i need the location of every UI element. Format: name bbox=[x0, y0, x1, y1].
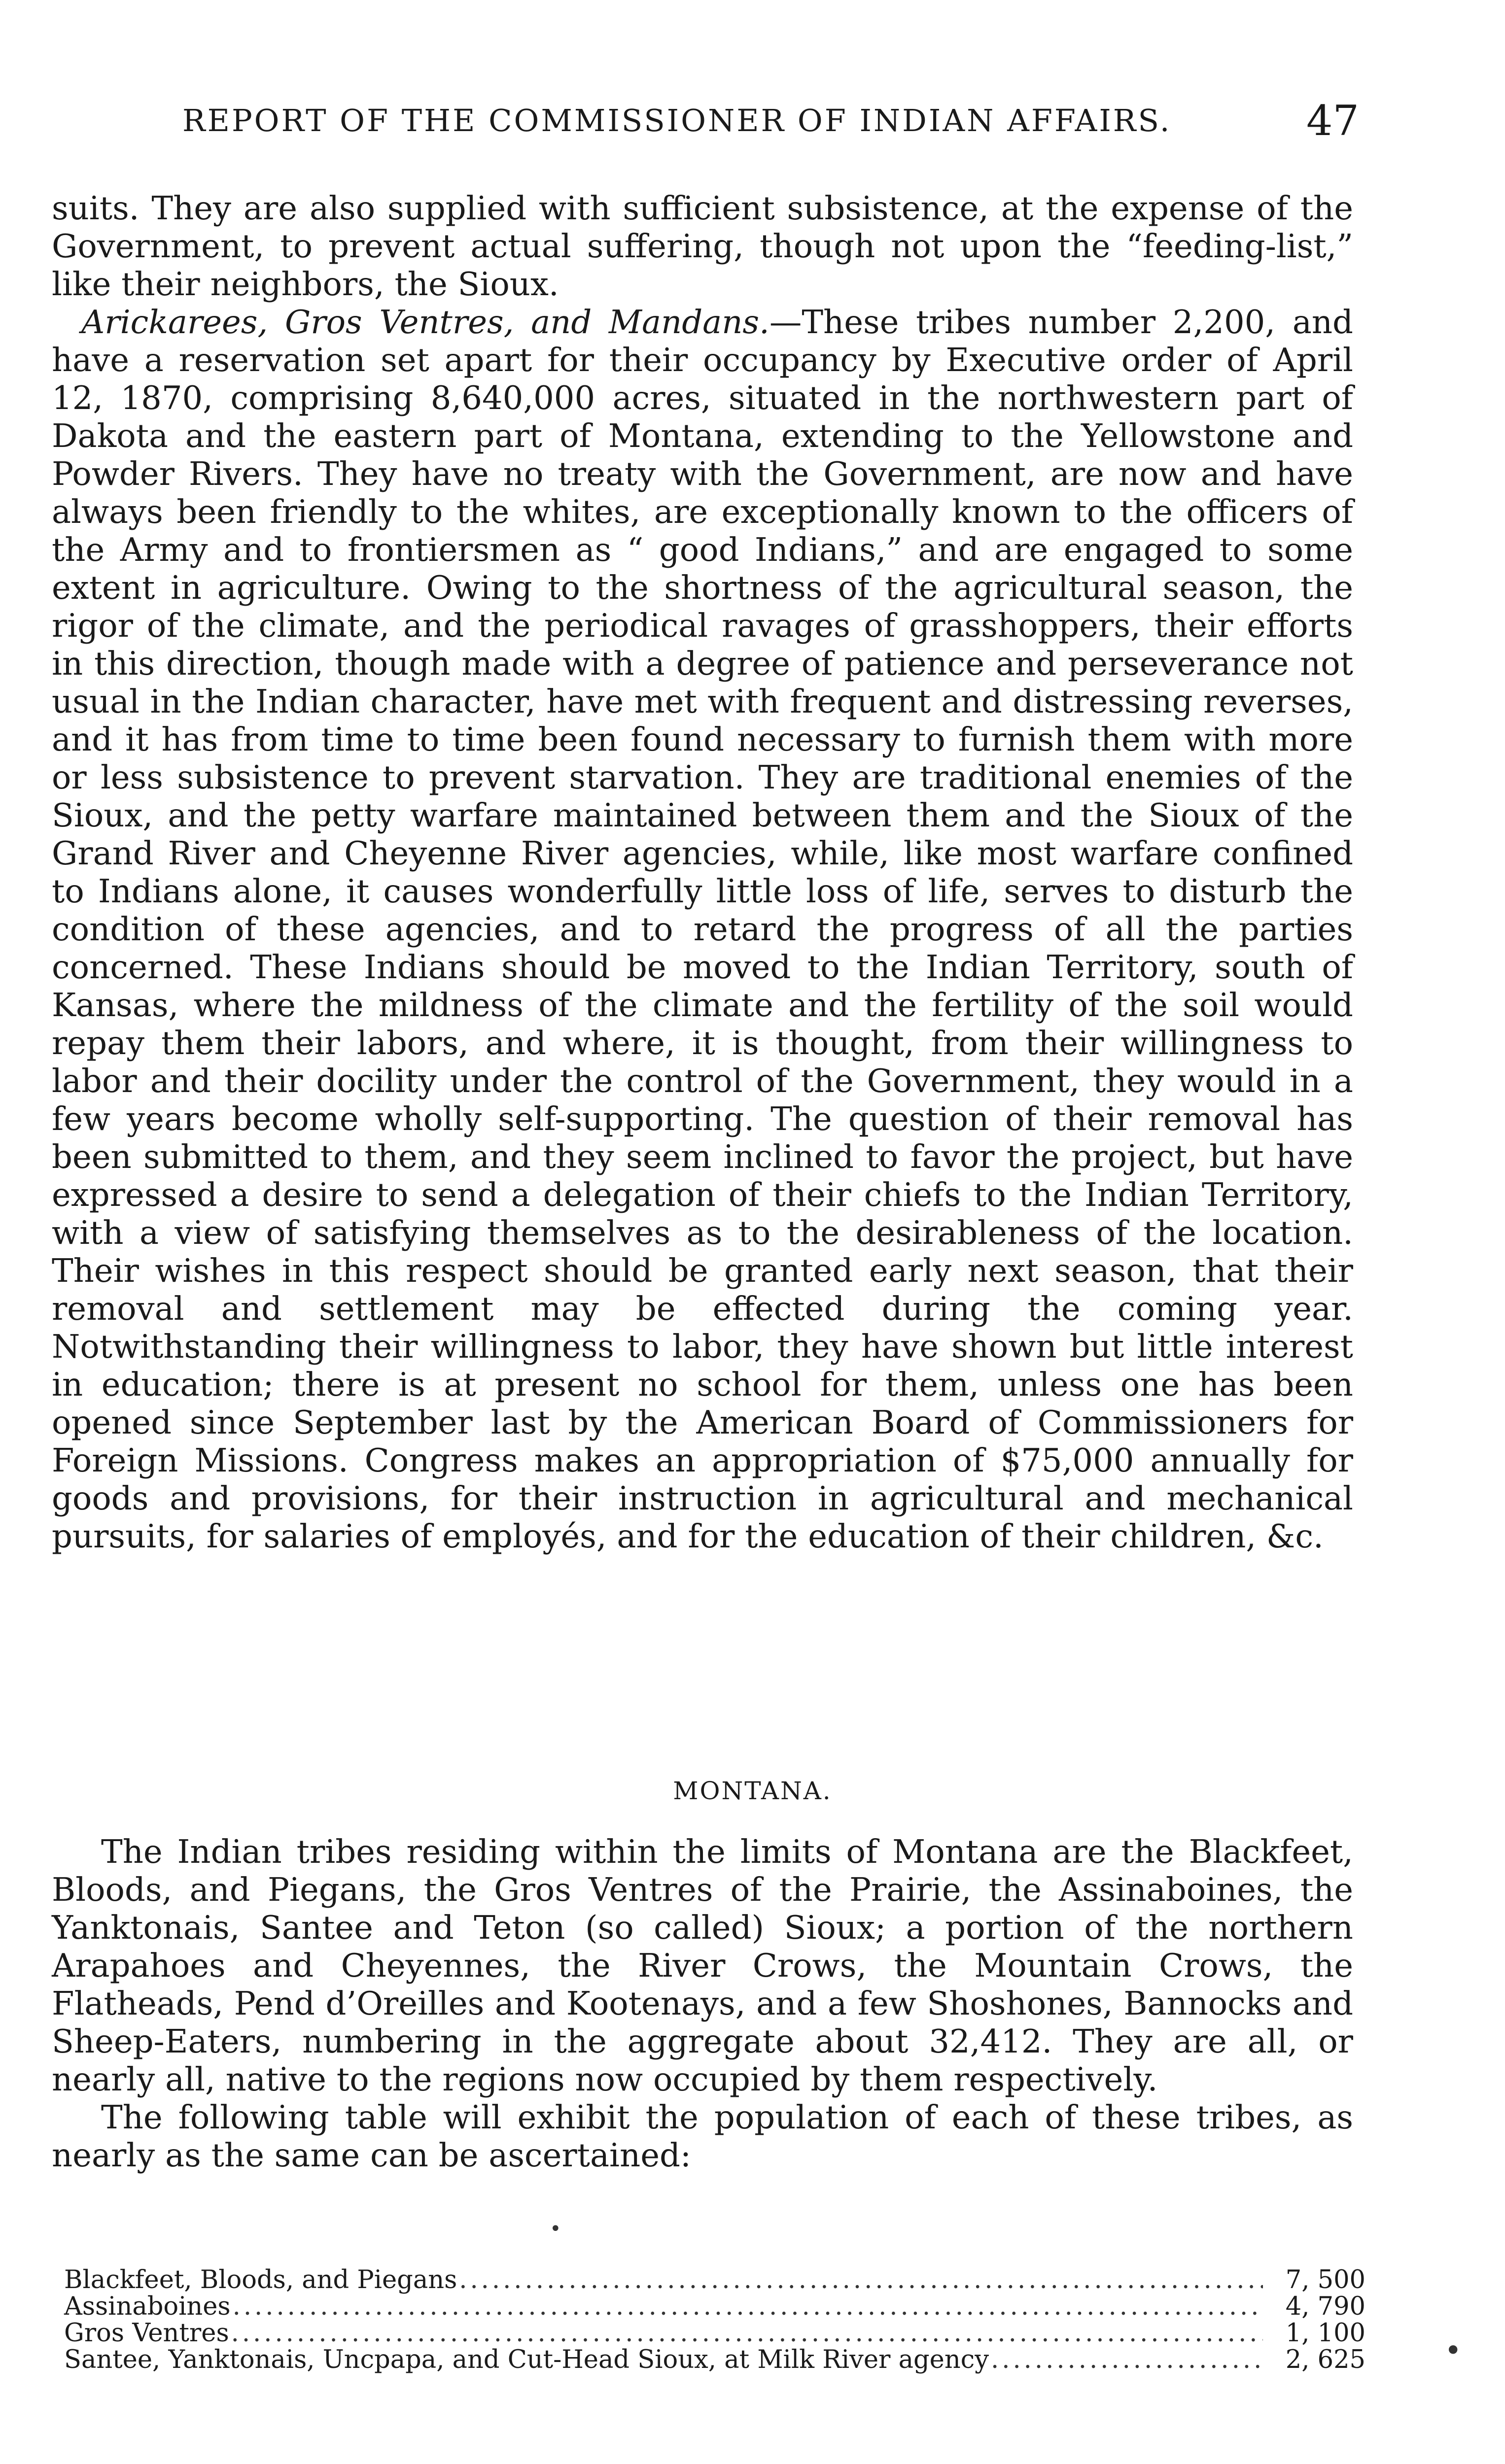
running-header: REPORT OF THE COMMISSIONER OF INDIAN AFFAIRS. bbox=[182, 103, 1172, 138]
page-number: 47 bbox=[1306, 97, 1359, 145]
table-row bbox=[64, 2293, 1365, 2320]
tribe-count: 1, 100 bbox=[1285, 2319, 1365, 2348]
tribe-name: Blackfeet, Bloods, and Piegans bbox=[64, 2265, 457, 2294]
scan-speck-mark: • bbox=[550, 2218, 561, 2240]
montana-paragraph-2: The following table will exhibit the population of each of these tribes, as nearly as the same can be ascertained: bbox=[52, 2099, 1353, 2174]
population-table bbox=[64, 2267, 1365, 2373]
paragraph-2 bbox=[52, 304, 1353, 1556]
montana-section-text bbox=[52, 1833, 1353, 2175]
tribe-name: Santee, Yanktonais, Uncpapa, and Cut-Head Sioux, at Milk River agency bbox=[64, 2345, 989, 2374]
paragraph-2-italic-lead: Arickarees, Gros Ventres, and Mandans. bbox=[81, 304, 770, 341]
tribe-count: 7, 500 bbox=[1285, 2265, 1365, 2294]
table-row bbox=[64, 2347, 1365, 2373]
scan-speck-mark: • bbox=[1444, 2333, 1462, 2368]
montana-paragraph-1: The Indian tribes residing within the limits of Montana are the Blackfeet, Bloods, and Piegans, the Gros Ventres of the Prairie, the Assinaboines, the Yanktonais, Santee and Teton (so called) Sioux; a portion of the northern Arapahoes and Cheyennes, the River Crows, the Mountain Crows, the Flatheads, Pend d’Oreilles and Kootenays, and a few Shoshones, Bannocks and Sheep-Eaters, numbering in the aggregate about 32,412. They are all, or nearly all, native to the regions now occupied by them respectively. bbox=[52, 1833, 1353, 2098]
paragraph-1: suits. They are also supplied with sufficient subsistence, at the expense of the Government, to prevent actual suffering, though not upon the “feeding-list,” like their neighbors, the Sioux. bbox=[52, 190, 1353, 303]
tribe-name: Gros Ventres bbox=[64, 2319, 229, 2348]
leader-dots bbox=[233, 2293, 1263, 2320]
table-row bbox=[64, 2320, 1365, 2347]
tribe-name: Assinaboines bbox=[64, 2292, 231, 2321]
leader-dots bbox=[459, 2267, 1263, 2293]
section-heading-montana: MONTANA. bbox=[673, 1777, 832, 1805]
leader-dots bbox=[231, 2320, 1263, 2347]
leader-dots bbox=[991, 2347, 1263, 2373]
tribe-count: 4, 790 bbox=[1285, 2292, 1365, 2321]
table-row bbox=[64, 2267, 1365, 2293]
tribe-count: 2, 625 bbox=[1285, 2345, 1365, 2374]
paragraph-2-body: —These tribes number 2,200, and have a reservation set apart for their occupancy by Executive order of April 12, 1870, comprising 8,640,000 acres, situated in the northwestern part of Dakota and the eastern part of Montana, extending to the Yellowstone and Powder Rivers. They have no treaty with the Government, are now and have always been friendly to the whites, are exceptionally known to the officers of the Army and to frontiersmen as “ good Indians,” and are engaged to some extent in agriculture. Owing to the shortness of the agricultural season, the rigor of the climate, and the periodical ravages of grasshoppers, their efforts in this direction, though made with a degree of patience and perseverance not usual in the Indian character, have met with frequent and distressing reverses, and it has from time to time been found necessary to furnish them with more or less subsistence to prevent starvation. They are traditional enemies of the Sioux, and the petty warfare maintained between them and the Sioux of the Grand River and Cheyenne River agencies, while, like most warfare confined to Indians alone, it causes wonderfully little loss of life, serves to disturb the condition of these agencies, and to retard the progress of all the parties concerned. These Indians should be moved to the Indian Territory, south of Kansas, where the mildness of the climate and the fertility of the soil would repay them their labors, and where, it is thought, from their willingness to labor and their docility under the control of the Government, they would in a few years become wholly self-supporting. The question of their removal has been submitted to them, and they seem inclined to favor the project, but have expressed a desire to send a delegation of their chiefs to the Indian Territory, with a view of satisfying themselves as to the desirableness of the location. Their wishes in this respect should be granted early next season, that their removal and settlement may be effected during the coming year. Notwithstanding their willingness to labor, they have shown but little interest in education; there is at present no school for them, unless one has been opened since September last by the American Board of Commissioners for Foreign Missions. Congress makes an appropriation of $75,000 annually for goods and provisions, for their instruction in agricultural and mechanical pursuits, for salaries of employés, and for the education of their children, &c. bbox=[52, 304, 1353, 1555]
body-text bbox=[52, 190, 1353, 1556]
